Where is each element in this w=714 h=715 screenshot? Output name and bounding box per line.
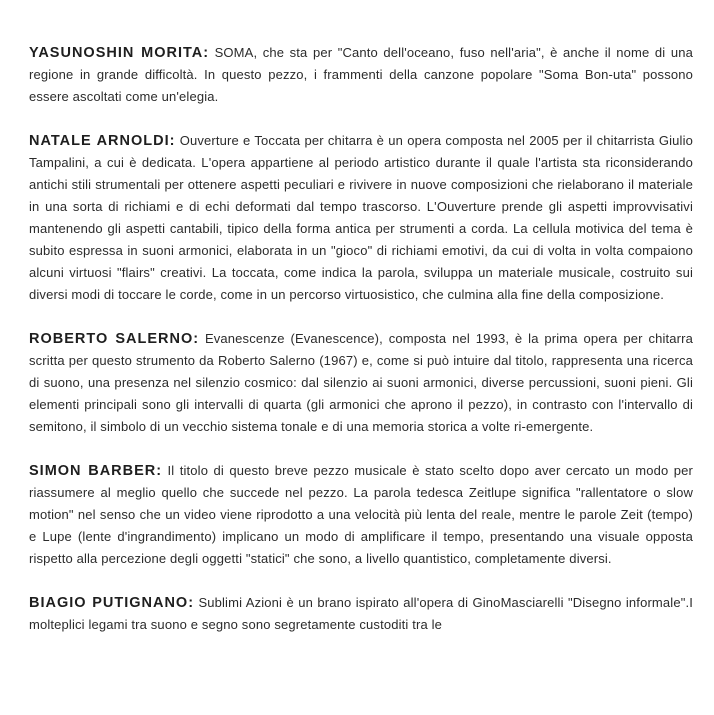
- program-notes: [29, 42, 693, 658]
- note-barber: [29, 460, 693, 570]
- note-arnoldi: [29, 130, 693, 306]
- note-text: SOMA, che sta per "Canto dell'oceano, fuso nell'aria", è anche il nome di una regione in grande difficoltà. In questo pezzo, i frammenti della canzone popolare "Soma Bon-uta" possono essere ascoltati come un'elegia.: [29, 45, 693, 104]
- note-text: Evanescenze (Evanescence), composta nel 1993, è la prima opera per chitarra scritta per questo strumento da Roberto Salerno (1967) e, come si può intuire dal titolo, rappresenta una ricerca di suono, una presenza nel silenzio cosmico: dal silenzio ai suoni armonici, diverse percussioni, suoni pieni. Gli elementi principali sono gli intervalli di quarta (gli armonici che aprono il pezzo), in contrasto con l'intervallo di semitono, il simbolo di un vecchio sistema tonale e di una memoria storica a volte ri-emergente.: [29, 331, 693, 434]
- composer-name: NATALE ARNOLDI:: [29, 133, 176, 149]
- composer-name: BIAGIO PUTIGNANO:: [29, 595, 195, 611]
- composer-name: ROBERTO SALERNO:: [29, 331, 200, 347]
- note-putignano: [29, 592, 693, 636]
- composer-name: SIMON BARBER:: [29, 463, 163, 479]
- note-salerno: [29, 328, 693, 438]
- note-text: Il titolo di questo breve pezzo musicale è stato scelto dopo aver cercato un modo per riassumere al meglio quello che succede nel pezzo. La parola tedesca Zeitlupe significa "rallentatore o slow motion" nel senso che un video viene riprodotto a una velocità più lenta del reale, mentre le parole Zeit (tempo) e Lupe (lente d'ingrandimento) implicano un modo di amplificare il tempo, presentando una visuale opposta rispetto alla percezione degli oggetti "statici" che sono, a livello quantistico, completamente diversi.: [29, 463, 693, 566]
- composer-name: YASUNOSHIN MORITA:: [29, 45, 210, 61]
- note-text: Ouverture e Toccata per chitarra è un opera composta nel 2005 per il chitarrista Giulio Tampalini, a cui è dedicata. L'opera appartiene al periodo artistico durante il quale l'artista sta riconsiderando antichi stili strumentali per ottenere aspetti peculiari e rivivere in nuove composizioni che rielaborano il materiale in una sorta di richiami e di echi deformati dal tempo trascorso. L'Ouverture prende gli aspetti improvvisativi mantenendo gli aspetti cantabili, tipico della forma antica per strumenti a corda. La cellula motivica del tema è subito espressa in suoni armonici, elaborata in un "gioco" di richiami emotivi, da cui di volta in volta compaiono alcuni virtuosi "flairs" creativi. La toccata, come indica la parola, sviluppa un materiale musicale, costruito sui diversi modi di toccare le corde, come in un percorso virtuosistico, che culmina alla fine della composizione.: [29, 133, 693, 302]
- note-text: Sublimi Azioni è un brano ispirato all'opera di GinoMasciarelli "Disegno informale".I molteplici legami tra suono e segno sono segretamente custoditi tra le: [29, 595, 693, 632]
- note-morita: [29, 42, 693, 108]
